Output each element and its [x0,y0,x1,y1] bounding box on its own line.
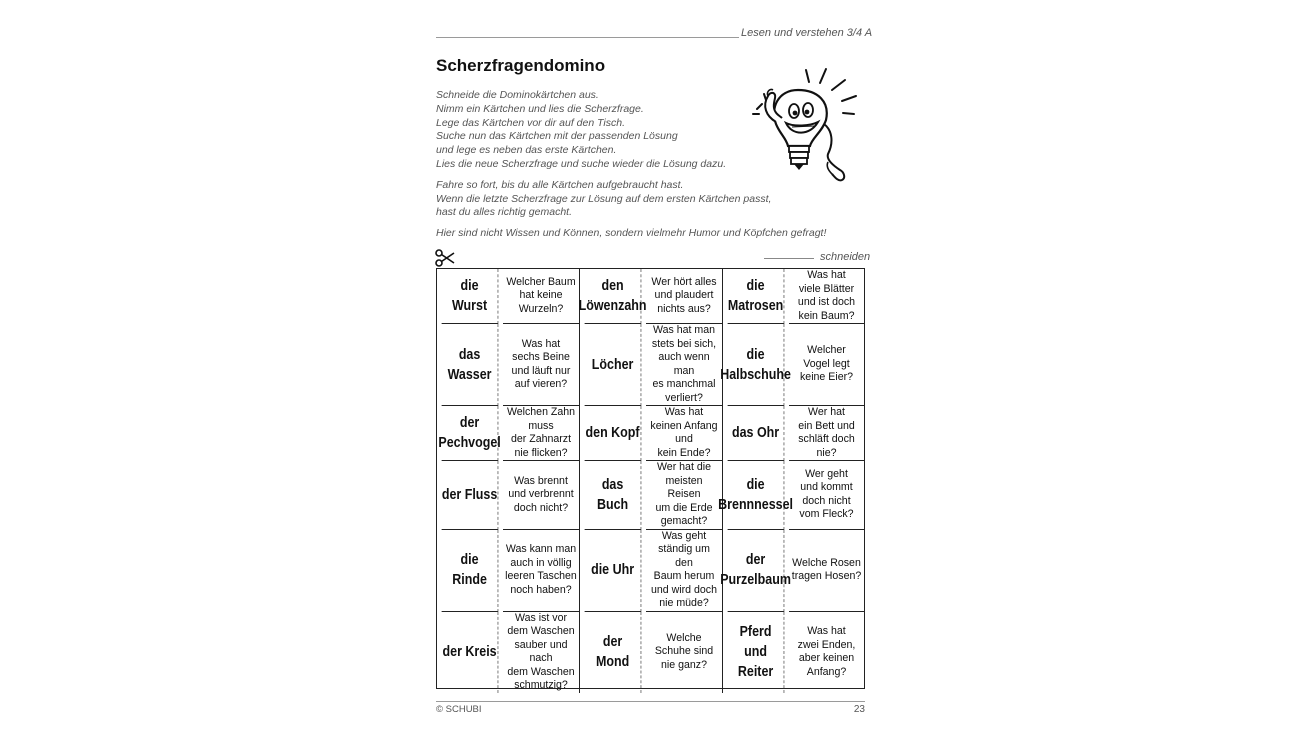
cut-label: schneiden [820,251,871,263]
domino-question: Welche Schuhe sind nie ganz? [646,612,723,693]
instruction-line: hast du alles richtig gemacht. [436,206,572,219]
instruction-line: Wenn die letzte Scherzfrage zur Lösung auf dem ersten Kärtchen passt, [436,192,772,205]
domino-question: Was geht ständig um den Baum herum und wird doch nie müde? [646,530,723,612]
domino-answer: der Pechvogel [442,406,499,461]
domino-question: Was hat sechs Beine und läuft nur auf vieren? [503,324,580,406]
cut-rule [764,258,814,259]
domino-answer: das Ohr [728,406,785,461]
domino-answer: die Wurst [442,269,499,324]
instruction-line: Lies die neue Scherzfrage und suche wieder die Lösung dazu. [436,157,727,170]
domino-question: Welcher Vogel legt keine Eier? [789,324,864,406]
domino-question: Wer hat die meisten Reisen um die Erde gemacht? [646,461,723,530]
domino-answer: den Löwenzahn [585,269,642,324]
instruction-line: Nimm ein Kärtchen und lies die Scherzfrage. [436,102,644,115]
instruction-line: Suche nun das Kärtchen mit der passenden Lösung [436,130,678,143]
domino-question: Wer hat ein Bett und schläft doch nie? [789,406,864,461]
domino-answer: die Matrosen [728,269,785,324]
domino-answer: den Kopf [585,406,642,461]
header-rule [436,37,739,38]
domino-answer: die Brennnessel [728,461,785,530]
lightbulb-mascot-icon [748,66,860,186]
domino-answer: die Rinde [442,530,499,612]
instructions [436,89,827,241]
domino-answer: der Kreis [442,612,499,693]
instruction-line: Fahre so fort, bis du alle Kärtchen aufgebraucht hast. [436,178,684,191]
domino-answer: das Buch [585,461,642,530]
domino-question: Was hat keinen Anfang und kein Ende? [646,406,723,461]
domino-question: Was hat man stets bei sich, auch wenn man es manchmal verliert? [646,324,723,406]
instruction-line: Schneide die Dominokärtchen aus. [436,89,599,101]
page-title: Scherzfragendomino [436,56,606,75]
domino-answer: die Uhr [585,530,642,612]
domino-answer: Pferd und Reiter [728,612,785,693]
domino-answer: die Halbschuhe [728,324,785,406]
domino-question: Welchen Zahn muss der Zahnarzt nie flicken? [503,406,580,461]
footer-rule [436,701,865,702]
domino-answer: das Wasser [442,324,499,406]
domino-question: Welcher Baum hat keine Wurzeln? [503,269,580,324]
domino-question: Was kann man auch in völlig leeren Taschen noch haben? [503,530,580,612]
page-number: 23 [853,704,865,715]
domino-question: Was hat zwei Enden, aber keinen Anfang? [797,625,856,678]
domino-question: Was brennt und verbrennt doch nicht? [503,461,580,530]
domino-answer: der Mond [585,612,642,693]
domino-answer: der Fluss [442,461,499,530]
domino-question: Was hat viele Blätter und ist doch kein Baum? [789,269,864,324]
domino-answer: der Purzelbaum [728,530,785,612]
domino-question: Welche Rosen tragen Hosen? [789,530,864,612]
section-label: Lesen und verstehen 3/4 A [741,27,873,39]
scissors-icon [435,249,455,267]
domino-question: Wer hört alles und plaudert nichts aus? [646,269,723,324]
domino-answer: Löcher [585,324,642,406]
instruction-line: und lege es neben das erste Kärtchen. [436,144,617,157]
closing-line: Hier sind nicht Wissen und Können, sondern vielmehr Humor und Köpfchen gefragt! [436,227,827,240]
copyright: © SCHUBI [436,704,482,715]
domino-question: Wer geht und kommt doch nicht vom Fleck? [789,461,864,530]
domino-question: Was ist vor dem Waschen sauber und nach dem Waschen schmutzig? [503,612,580,693]
instruction-line: Lege das Kärtchen vor dir auf den Tisch. [436,116,626,129]
domino-grid [436,268,865,689]
